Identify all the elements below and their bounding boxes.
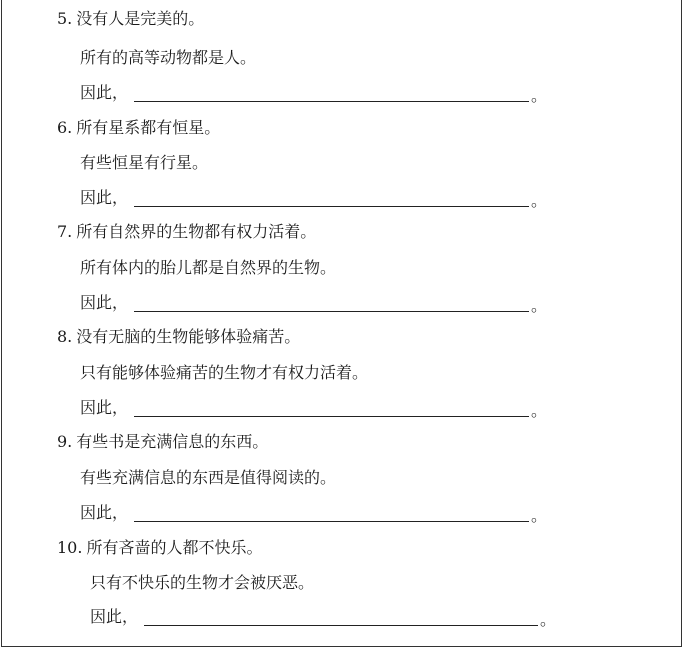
item-premise-1 [57, 432, 268, 452]
item-premise-1 [57, 538, 262, 558]
item-premise-2: 只有不快乐的生物才会被厌恶。 [90, 573, 315, 592]
premise-text: 没有无脑的生物能够体验痛苦。 [76, 327, 301, 346]
conclusion-blank[interactable] [144, 625, 538, 626]
conclusion-prefix: 因此， [80, 83, 129, 102]
conclusion-prefix: 因此， [80, 503, 129, 522]
conclusion-period: 。 [531, 401, 548, 420]
conclusion-period: 。 [540, 610, 557, 629]
item-premise-2: 所有的高等动物都是人。 [80, 48, 257, 67]
conclusion-prefix: 因此， [80, 188, 129, 207]
premise-text: 所有星系都有恒星。 [76, 118, 221, 137]
item-premise-1 [57, 9, 204, 29]
item-number: 7. [57, 222, 73, 241]
conclusion-blank[interactable] [134, 206, 529, 207]
conclusion-period: 。 [531, 296, 548, 315]
item-number: 5. [57, 9, 73, 28]
conclusion-period: 。 [531, 506, 548, 525]
premise-text: 所有吝啬的人都不快乐。 [86, 538, 263, 557]
item-number: 8. [57, 327, 73, 346]
conclusion-blank[interactable] [134, 521, 529, 522]
premise-text: 有些书是充满信息的东西。 [76, 432, 269, 451]
item-premise-1 [57, 327, 300, 347]
conclusion-period: 。 [531, 191, 548, 210]
conclusion-prefix: 因此， [80, 293, 129, 312]
item-premise-2: 只有能够体验痛苦的生物才有权力活着。 [80, 363, 369, 382]
item-number: 10. [57, 538, 83, 557]
conclusion-prefix: 因此， [90, 607, 139, 626]
item-number: 6. [57, 118, 73, 137]
item-premise-2: 所有体内的胎儿都是自然界的生物。 [80, 258, 337, 277]
item-premise-1 [57, 118, 220, 138]
item-premise-2: 有些恒星有行星。 [80, 153, 209, 172]
conclusion-blank[interactable] [134, 416, 529, 417]
item-premise-1 [57, 222, 316, 242]
premise-text: 所有自然界的生物都有权力活着。 [76, 222, 317, 241]
conclusion-period: 。 [531, 86, 548, 105]
item-number: 9. [57, 432, 73, 451]
conclusion-prefix: 因此， [80, 398, 129, 417]
conclusion-blank[interactable] [134, 101, 529, 102]
premise-text: 没有人是完美的。 [76, 9, 205, 28]
conclusion-blank[interactable] [134, 311, 529, 312]
item-premise-2: 有些充满信息的东西是值得阅读的。 [80, 468, 337, 487]
